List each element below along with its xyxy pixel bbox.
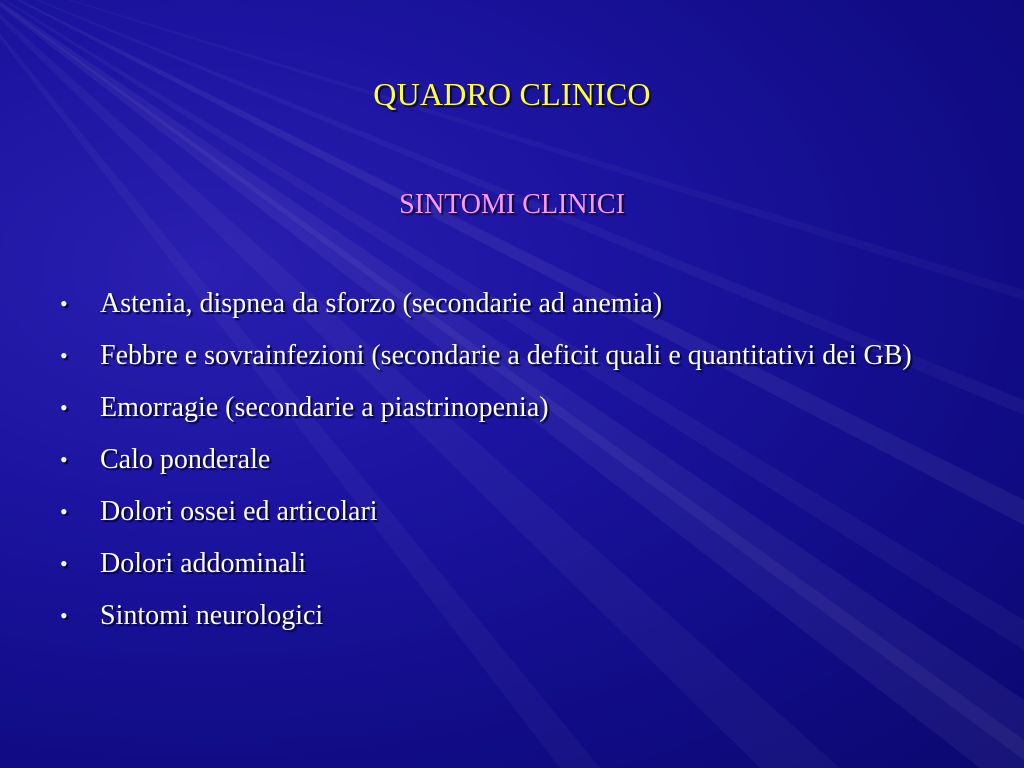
- bullet-item: [60, 388, 964, 428]
- bullet-dot-icon: •: [60, 291, 68, 316]
- bullet-text: Emorragie (secondarie a piastrinopenia): [100, 392, 549, 423]
- bullet-dot-icon: •: [60, 499, 68, 524]
- slide-title: QUADRO CLINICO: [373, 76, 651, 112]
- bullet-dot-icon: •: [60, 395, 68, 420]
- bullet-item: [60, 440, 964, 480]
- bullet-text: Calo ponderale: [100, 444, 271, 475]
- bullet-item: [60, 596, 964, 636]
- bullet-dot-icon: •: [60, 551, 68, 576]
- bullet-item: [60, 492, 964, 532]
- bullet-list: [60, 284, 964, 648]
- bullet-text: Sintomi neurologici: [100, 600, 324, 631]
- bullet-item: [60, 544, 964, 584]
- bullet-text: Astenia, dispnea da sforzo (secondarie ad anemia): [100, 288, 663, 319]
- bullet-dot-icon: •: [60, 603, 68, 628]
- bullet-text: Dolori ossei ed articolari: [100, 496, 378, 527]
- bullet-dot-icon: •: [60, 343, 68, 368]
- bullet-dot-icon: •: [60, 447, 68, 472]
- bullet-item: [60, 284, 964, 324]
- bullet-text: Febbre e sovrainfezioni (secondarie a deficit quali e quantitativi dei GB): [100, 340, 912, 371]
- bullet-text: Dolori addominali: [100, 548, 307, 579]
- bullet-item: [60, 336, 964, 376]
- slide-subtitle: SINTOMI CLINICI: [399, 189, 625, 220]
